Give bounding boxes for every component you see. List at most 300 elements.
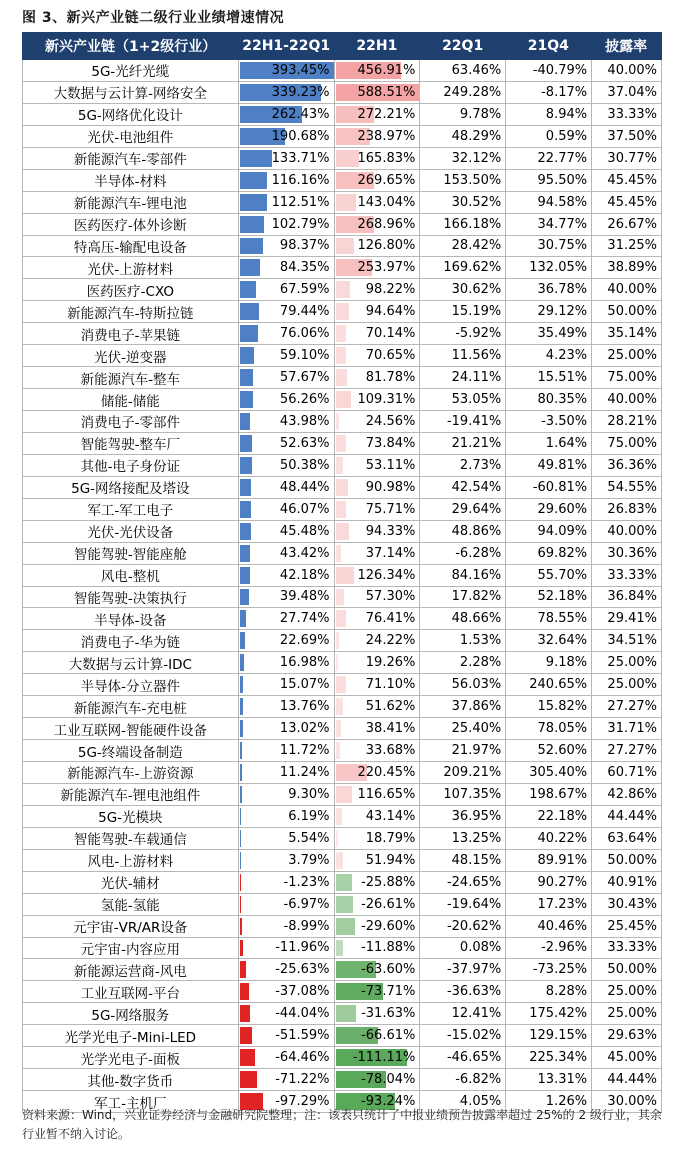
q4-value: 305.40% (506, 762, 592, 783)
diff-value: 15.07% (279, 677, 330, 693)
h1-value: -66.61% (361, 1028, 416, 1044)
q1-value: 30.52% (420, 192, 506, 213)
q4-value: 29.12% (506, 301, 592, 322)
table-row (22, 389, 662, 411)
header-disclosure-rate: 披露率 (605, 39, 648, 55)
diff-cell (239, 477, 335, 498)
diff-value: 43.42% (279, 545, 330, 561)
table-body (22, 60, 662, 1113)
diff-cell (239, 60, 335, 81)
industry-name: 光伏-辅材 (23, 872, 239, 893)
q1-value: 9.78% (420, 104, 506, 125)
diff-cell (239, 938, 335, 959)
table-row (22, 499, 662, 521)
industry-table (22, 32, 662, 1113)
h1-value: -26.61% (361, 896, 416, 912)
h1-value: 71.10% (365, 677, 416, 693)
industry-name: 军工-主机厂 (23, 1091, 239, 1112)
q1-value: -6.28% (420, 543, 506, 564)
q4-value: 40.46% (506, 916, 592, 937)
figure-title: 图 3、新兴产业链二级行业业绩增速情况 (22, 10, 285, 26)
disclosure-rate: 36.84% (592, 587, 662, 608)
h1-cell (335, 1003, 421, 1024)
diff-value: 393.45% (271, 62, 330, 78)
h1-cell (335, 938, 421, 959)
q4-value: 34.77% (506, 214, 592, 235)
diff-cell (239, 170, 335, 191)
q4-value: 49.81% (506, 455, 592, 476)
q4-value: -2.96% (506, 938, 592, 959)
industry-name: 大数据与云计算-IDC (23, 652, 239, 673)
disclosure-rate: 37.04% (592, 82, 662, 103)
table-row (22, 323, 662, 345)
h1-value: -25.88% (361, 874, 416, 890)
industry-name: 特高压-输配电设备 (23, 236, 239, 257)
h1-value: 90.98% (365, 479, 416, 495)
q4-value: -3.50% (506, 411, 592, 432)
diff-value: 39.48% (279, 589, 330, 605)
q4-value: 52.60% (506, 740, 592, 761)
table-row (22, 806, 662, 828)
industry-name: 5G-网络优化设计 (23, 104, 239, 125)
q4-value: 52.18% (506, 587, 592, 608)
q1-value: 48.86% (420, 521, 506, 542)
disclosure-rate: 35.14% (592, 323, 662, 344)
disclosure-rate: 63.64% (592, 828, 662, 849)
table-row (22, 608, 662, 630)
diff-cell (239, 192, 335, 213)
h1-value: 143.04% (357, 194, 416, 210)
diff-value: -71.22% (275, 1072, 330, 1088)
q1-value: 24.11% (420, 367, 506, 388)
table-row (22, 652, 662, 674)
diff-value: 98.37% (279, 238, 330, 254)
industry-name: 风电-上游材料 (23, 850, 239, 871)
q4-value: 35.49% (506, 323, 592, 344)
disclosure-rate: 25.00% (592, 674, 662, 695)
disclosure-rate: 33.33% (592, 938, 662, 959)
h1-cell (335, 1091, 421, 1112)
h1-cell (335, 696, 421, 717)
disclosure-rate: 38.89% (592, 257, 662, 278)
q1-value: 37.86% (420, 696, 506, 717)
disclosure-rate: 40.00% (592, 279, 662, 300)
diff-cell (239, 565, 335, 586)
q4-value: 132.05% (506, 257, 592, 278)
disclosure-rate: 45.00% (592, 1047, 662, 1068)
h1-cell (335, 521, 421, 542)
q1-value: -20.62% (420, 916, 506, 937)
diff-value: 22.69% (279, 633, 330, 649)
table-row (22, 236, 662, 258)
h1-cell (335, 214, 421, 235)
industry-name: 消费电子-苹果链 (23, 323, 239, 344)
h1-cell (335, 411, 421, 432)
disclosure-rate: 50.00% (592, 301, 662, 322)
h1-value: 19.26% (365, 655, 416, 671)
q4-value: 69.82% (506, 543, 592, 564)
h1-cell (335, 850, 421, 871)
diff-value: 84.35% (279, 260, 330, 276)
h1-value: 272.21% (357, 106, 416, 122)
diff-value: 5.54% (288, 830, 330, 846)
q1-value: 42.54% (420, 477, 506, 498)
h1-value: 94.64% (365, 304, 416, 320)
h1-cell (335, 477, 421, 498)
industry-name: 光学光电子-Mini-LED (23, 1025, 239, 1046)
q4-value: 13.31% (506, 1069, 592, 1090)
diff-value: 11.72% (279, 743, 330, 759)
h1-cell (335, 60, 421, 81)
h1-value: 81.78% (365, 370, 416, 386)
table-row (22, 916, 662, 938)
q4-value: 175.42% (506, 1003, 592, 1024)
q1-value: 4.05% (420, 1091, 506, 1112)
diff-value: 56.26% (279, 392, 330, 408)
h1-cell (335, 608, 421, 629)
table-row (22, 828, 662, 850)
h1-value: 76.41% (365, 611, 416, 627)
h1-value: -73.71% (361, 984, 416, 1000)
diff-value: -64.46% (275, 1050, 330, 1066)
h1-value: 126.80% (357, 238, 416, 254)
diff-cell (239, 499, 335, 520)
q1-value: -37.97% (420, 959, 506, 980)
diff-cell (239, 740, 335, 761)
diff-value: 76.06% (279, 326, 330, 342)
diff-cell (239, 104, 335, 125)
industry-name: 5G-终端设备制造 (23, 740, 239, 761)
q4-value: 40.22% (506, 828, 592, 849)
table-row (22, 630, 662, 652)
diff-cell (239, 389, 335, 410)
h1-cell (335, 104, 421, 125)
diff-value: -44.04% (275, 1006, 330, 1022)
q4-value: 225.34% (506, 1047, 592, 1068)
disclosure-rate: 30.43% (592, 894, 662, 915)
diff-value: -11.96% (275, 940, 330, 956)
q4-value: 0.59% (506, 126, 592, 147)
q1-value: 36.95% (420, 806, 506, 827)
q4-value: 36.78% (506, 279, 592, 300)
diff-value: 262.43% (271, 106, 330, 122)
diff-cell (239, 806, 335, 827)
disclosure-rate: 40.00% (592, 389, 662, 410)
diff-cell (239, 126, 335, 147)
industry-name: 医药医疗-CXO (23, 279, 239, 300)
industry-name: 智能驾驶-整车厂 (23, 433, 239, 454)
disclosure-rate: 42.86% (592, 784, 662, 805)
diff-cell (239, 608, 335, 629)
diff-cell (239, 784, 335, 805)
h1-cell (335, 257, 421, 278)
diff-value: -97.29% (275, 1094, 330, 1110)
diff-cell (239, 718, 335, 739)
h1-value: 57.30% (365, 589, 416, 605)
diff-value: -6.97% (283, 896, 330, 912)
q1-value: 249.28% (420, 82, 506, 103)
table-row (22, 279, 662, 301)
h1-value: -11.88% (361, 940, 416, 956)
disclosure-rate: 36.36% (592, 455, 662, 476)
industry-name: 半导体-分立器件 (23, 674, 239, 695)
diff-value: 11.24% (279, 764, 330, 780)
industry-name: 新能源汽车-锂电池 (23, 192, 239, 213)
table-row (22, 192, 662, 214)
q1-value: 153.50% (420, 170, 506, 191)
disclosure-rate: 75.00% (592, 367, 662, 388)
h1-cell (335, 389, 421, 410)
q1-value: -6.82% (420, 1069, 506, 1090)
header-22h1: 22H1 (356, 38, 398, 54)
q4-value: 22.77% (506, 148, 592, 169)
table-row (22, 367, 662, 389)
h1-cell (335, 170, 421, 191)
disclosure-rate: 50.00% (592, 959, 662, 980)
diff-value: 45.48% (279, 523, 330, 539)
diff-value: 59.10% (279, 348, 330, 364)
h1-value: 126.34% (357, 567, 416, 583)
h1-cell (335, 345, 421, 366)
q4-value: 8.94% (506, 104, 592, 125)
q4-value: 90.27% (506, 872, 592, 893)
disclosure-rate: 75.00% (592, 433, 662, 454)
disclosure-rate: 44.44% (592, 1069, 662, 1090)
q4-value: 17.23% (506, 894, 592, 915)
industry-name: 半导体-材料 (23, 170, 239, 191)
h1-cell (335, 236, 421, 257)
industry-name: 光伏-逆变器 (23, 345, 239, 366)
diff-cell (239, 1047, 335, 1068)
footnote: 资料来源：Wind，兴业证券经济与金融研究院整理；注：该表只统计了中报业绩预告披露率超过 25%的 2 级行业，其余行业暂不纳入讨论。 (22, 1108, 662, 1141)
industry-name: 氢能-氢能 (23, 894, 239, 915)
diff-value: 116.16% (271, 172, 330, 188)
h1-cell (335, 192, 421, 213)
q1-value: 11.56% (420, 345, 506, 366)
h1-value: 53.11% (365, 457, 416, 473)
table-row (22, 696, 662, 718)
industry-name: 5G-光模块 (23, 806, 239, 827)
diff-value: -8.99% (283, 918, 330, 934)
table-row (22, 1047, 662, 1069)
q1-value: 166.18% (420, 214, 506, 235)
h1-cell (335, 455, 421, 476)
diff-cell (239, 455, 335, 476)
disclosure-rate: 40.00% (592, 60, 662, 81)
diff-cell (239, 148, 335, 169)
diff-cell (239, 279, 335, 300)
diff-cell (239, 762, 335, 783)
diff-value: 67.59% (279, 282, 330, 298)
h1-cell (335, 740, 421, 761)
disclosure-rate: 31.25% (592, 236, 662, 257)
q1-value: -19.41% (420, 411, 506, 432)
h1-value: 98.22% (365, 282, 416, 298)
industry-name: 工业互联网-平台 (23, 981, 239, 1002)
q1-value: 48.15% (420, 850, 506, 871)
disclosure-rate: 29.41% (592, 608, 662, 629)
h1-value: 238.97% (357, 128, 416, 144)
h1-cell (335, 126, 421, 147)
h1-value: 51.62% (365, 699, 416, 715)
h1-value: 43.14% (365, 808, 416, 824)
disclosure-rate: 25.00% (592, 345, 662, 366)
table-row (22, 1069, 662, 1091)
h1-cell (335, 674, 421, 695)
table-row (22, 674, 662, 696)
h1-value: 37.14% (365, 545, 416, 561)
q1-value: 17.82% (420, 587, 506, 608)
diff-value: 13.02% (279, 721, 330, 737)
q4-value: 94.58% (506, 192, 592, 213)
industry-name: 元宇宙-内容应用 (23, 938, 239, 959)
disclosure-rate: 30.77% (592, 148, 662, 169)
h1-value: 70.65% (365, 348, 416, 364)
diff-cell (239, 959, 335, 980)
industry-name: 5G-网络接配及塔设 (23, 477, 239, 498)
q1-value: 209.21% (420, 762, 506, 783)
industry-name: 光学光电子-面板 (23, 1047, 239, 1068)
q1-value: -15.02% (420, 1025, 506, 1046)
table-row (22, 959, 662, 981)
table-row (22, 521, 662, 543)
diff-cell (239, 257, 335, 278)
diff-value: 102.79% (271, 216, 330, 232)
h1-value: 24.22% (365, 633, 416, 649)
diff-value: 52.63% (279, 435, 330, 451)
h1-cell (335, 959, 421, 980)
disclosure-rate: 25.00% (592, 981, 662, 1002)
diff-value: 43.98% (279, 413, 330, 429)
diff-cell (239, 587, 335, 608)
h1-cell (335, 279, 421, 300)
diff-value: -51.59% (275, 1028, 330, 1044)
h1-value: 268.96% (357, 216, 416, 232)
table-row (22, 938, 662, 960)
header-22q1: 22Q1 (442, 38, 484, 54)
diff-cell (239, 411, 335, 432)
diff-value: 9.30% (288, 786, 330, 802)
q1-value: 30.62% (420, 279, 506, 300)
disclosure-rate: 28.21% (592, 411, 662, 432)
table-row (22, 1025, 662, 1047)
q4-value: -73.25% (506, 959, 592, 980)
industry-name: 其他-电子身份证 (23, 455, 239, 476)
diff-cell (239, 674, 335, 695)
diff-cell (239, 1091, 335, 1112)
table-row (22, 981, 662, 1003)
table-row (22, 740, 662, 762)
h1-value: -63.60% (361, 962, 416, 978)
q4-value: 95.50% (506, 170, 592, 191)
q4-value: 4.23% (506, 345, 592, 366)
industry-name: 新能源运营商-风电 (23, 959, 239, 980)
h1-value: 253.97% (357, 260, 416, 276)
q1-value: 21.97% (420, 740, 506, 761)
table-row (22, 126, 662, 148)
q4-value: 198.67% (506, 784, 592, 805)
industry-name: 新能源汽车-特斯拉链 (23, 301, 239, 322)
table-row (22, 411, 662, 433)
disclosure-rate: 30.00% (592, 1091, 662, 1112)
disclosure-rate: 27.27% (592, 696, 662, 717)
q4-value: 78.55% (506, 608, 592, 629)
industry-name: 半导体-设备 (23, 608, 239, 629)
h1-value: 73.84% (365, 435, 416, 451)
table-row (22, 543, 662, 565)
q4-value: 80.35% (506, 389, 592, 410)
h1-value: 165.83% (357, 150, 416, 166)
diff-cell (239, 828, 335, 849)
diff-value: 3.79% (288, 852, 330, 868)
q1-value: -36.63% (420, 981, 506, 1002)
table-row (22, 850, 662, 872)
diff-value: 112.51% (271, 194, 330, 210)
q4-value: 94.09% (506, 521, 592, 542)
diff-cell (239, 521, 335, 542)
industry-name: 消费电子-华为链 (23, 630, 239, 651)
h1-value: 18.79% (365, 830, 416, 846)
industry-name: 元宇宙-VR/AR设备 (23, 916, 239, 937)
disclosure-rate: 31.71% (592, 718, 662, 739)
industry-name: 消费电子-零部件 (23, 411, 239, 432)
q1-value: 28.42% (420, 236, 506, 257)
header-21q4: 21Q4 (527, 38, 569, 54)
diff-cell (239, 916, 335, 937)
table-row (22, 1003, 662, 1025)
disclosure-rate: 26.67% (592, 214, 662, 235)
q1-value: 2.28% (420, 652, 506, 673)
industry-name: 大数据与云计算-网络安全 (23, 82, 239, 103)
industry-name: 军工-军工电子 (23, 499, 239, 520)
diff-cell (239, 850, 335, 871)
h1-cell (335, 367, 421, 388)
industry-name: 风电-整机 (23, 565, 239, 586)
q1-value: -19.64% (420, 894, 506, 915)
header-industry: 新兴产业链（1+2级行业） (45, 39, 217, 55)
disclosure-rate: 33.33% (592, 565, 662, 586)
h1-value: 109.31% (357, 392, 416, 408)
h1-value: -31.63% (361, 1006, 416, 1022)
diff-value: 79.44% (279, 304, 330, 320)
q1-value: -46.65% (420, 1047, 506, 1068)
disclosure-rate: 44.44% (592, 806, 662, 827)
disclosure-rate: 27.27% (592, 740, 662, 761)
h1-value: 94.33% (365, 523, 416, 539)
disclosure-rate: 26.83% (592, 499, 662, 520)
diff-cell (239, 82, 335, 103)
diff-cell (239, 1003, 335, 1024)
h1-value: 220.45% (357, 764, 416, 780)
diff-cell (239, 367, 335, 388)
q1-value: 48.66% (420, 608, 506, 629)
diff-value: -1.23% (283, 874, 330, 890)
disclosure-rate: 60.71% (592, 762, 662, 783)
table-row (22, 455, 662, 477)
h1-cell (335, 565, 421, 586)
industry-name: 光伏-上游材料 (23, 257, 239, 278)
table-row (22, 60, 662, 82)
diff-cell (239, 543, 335, 564)
h1-value: 70.14% (365, 326, 416, 342)
h1-value: -29.60% (361, 918, 416, 934)
h1-cell (335, 828, 421, 849)
disclosure-rate: 25.45% (592, 916, 662, 937)
diff-value: -25.63% (275, 962, 330, 978)
h1-cell (335, 652, 421, 673)
table-row (22, 784, 662, 806)
h1-value: 269.65% (357, 172, 416, 188)
